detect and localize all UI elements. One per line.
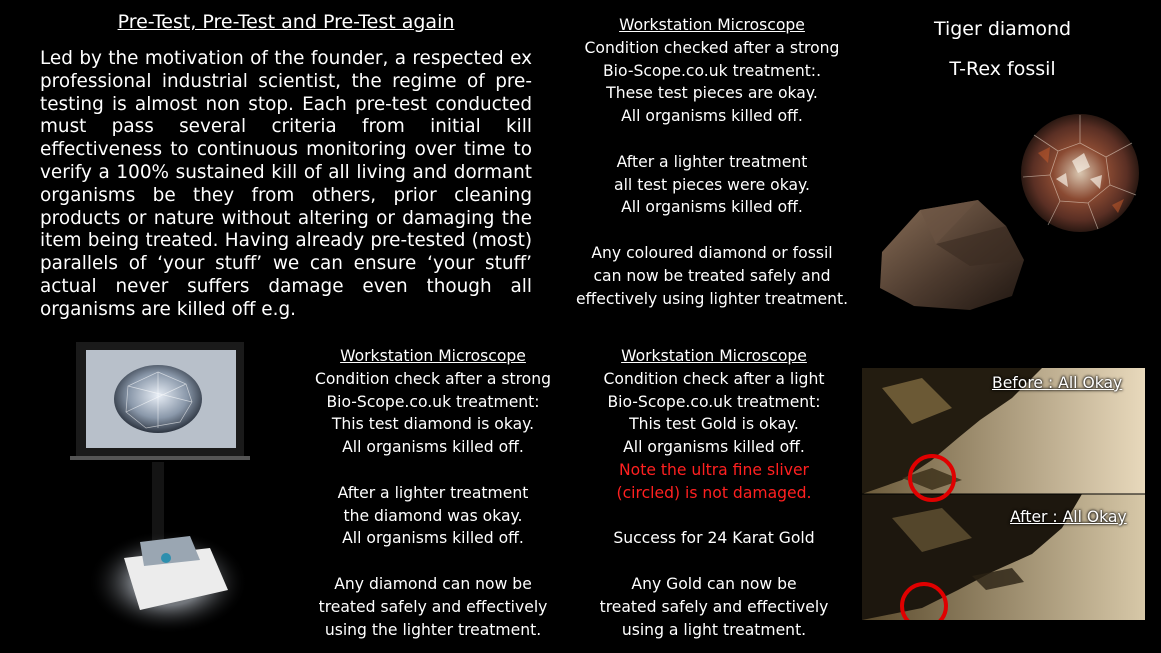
text-line: Condition check after a strong — [315, 369, 551, 388]
text-line: the diamond was okay. — [343, 506, 523, 525]
text-line: These test pieces are okay. — [606, 84, 818, 103]
gold-photos — [862, 368, 1145, 620]
text-line: Bio-Scope.co.uk treatment:. — [602, 61, 822, 80]
page-title: Pre-Test, Pre-Test and Pre-Test again — [117, 11, 455, 33]
text-line: All organisms killed off. — [342, 529, 524, 548]
text-line: using a light treatment. — [621, 620, 807, 639]
tiger-diamond-image — [1020, 113, 1140, 233]
text-line: Any Gold can now be — [631, 574, 797, 593]
text-line: using the lighter treatment. — [324, 620, 542, 639]
after-caption: After : All Okay — [1010, 508, 1127, 526]
text-line: Condition checked after a strong — [584, 38, 840, 57]
text-line: All organisms killed off. — [621, 198, 803, 217]
fossil-diamond-test-text — [570, 14, 854, 310]
text-line: All organisms killed off. — [621, 107, 803, 126]
text-line: This test Gold is okay. — [629, 415, 799, 434]
text-line: After a lighter treatment — [616, 152, 808, 171]
trex-fossil-image — [874, 196, 1030, 314]
note-line: Note the ultra fine sliver — [619, 460, 809, 479]
text-line: This test diamond is okay. — [331, 415, 535, 434]
trex-fossil-label: T-Rex fossil — [949, 58, 1056, 80]
text-line: treated safely and effectively — [599, 597, 829, 616]
gold-comparison-images — [862, 368, 1145, 620]
text-line: treated safely and effectively — [318, 597, 548, 616]
diamond-microscope-image — [40, 336, 290, 653]
text-line: Condition check after a light — [603, 369, 825, 388]
text-line: all test pieces were okay. — [614, 175, 810, 194]
text-line: can now be treated safely and — [593, 266, 831, 285]
intro-paragraph: Led by the motivation of the founder, a respected ex professional industrial scientist, the regime of pre-testing is almost non stop. Each pre-test conducted must pass several criteria from initial kill effectiveness to continuous monitoring over time to verify a 100% sustained kill of all living and dormant organisms be they from others, prior cleaning products or nature without altering or damaging the item being treated. Having already pre-tested (most) parallels of ‘your stuff’ we can ensure ‘your stuff’ actual never suffers damage even though all organisms are killed off e.g. — [40, 48, 532, 320]
text-line: All organisms killed off. — [623, 438, 805, 457]
section-heading: Workstation Microscope — [619, 16, 805, 34]
section-heading: Workstation Microscope — [340, 347, 526, 365]
text-line: Any coloured diamond or fossil — [591, 243, 833, 262]
text-line: effectively using lighter treatment. — [575, 289, 849, 308]
diamond-test-text — [300, 345, 566, 641]
section-heading: Workstation Microscope — [621, 347, 807, 365]
tiger-diamond-label: Tiger diamond — [933, 18, 1072, 40]
text-line: All organisms killed off. — [342, 438, 524, 457]
text-line: Bio-Scope.co.uk treatment: — [326, 392, 540, 411]
text-line: Bio-Scope.co.uk treatment: — [607, 392, 821, 411]
text-line: Success for 24 Karat Gold — [613, 529, 815, 548]
text-line: After a lighter treatment — [337, 483, 529, 502]
gold-test-text — [588, 345, 840, 641]
note-line: (circled) is not damaged. — [616, 483, 812, 502]
before-caption: Before : All Okay — [992, 374, 1123, 392]
text-line: Any diamond can now be — [334, 574, 532, 593]
